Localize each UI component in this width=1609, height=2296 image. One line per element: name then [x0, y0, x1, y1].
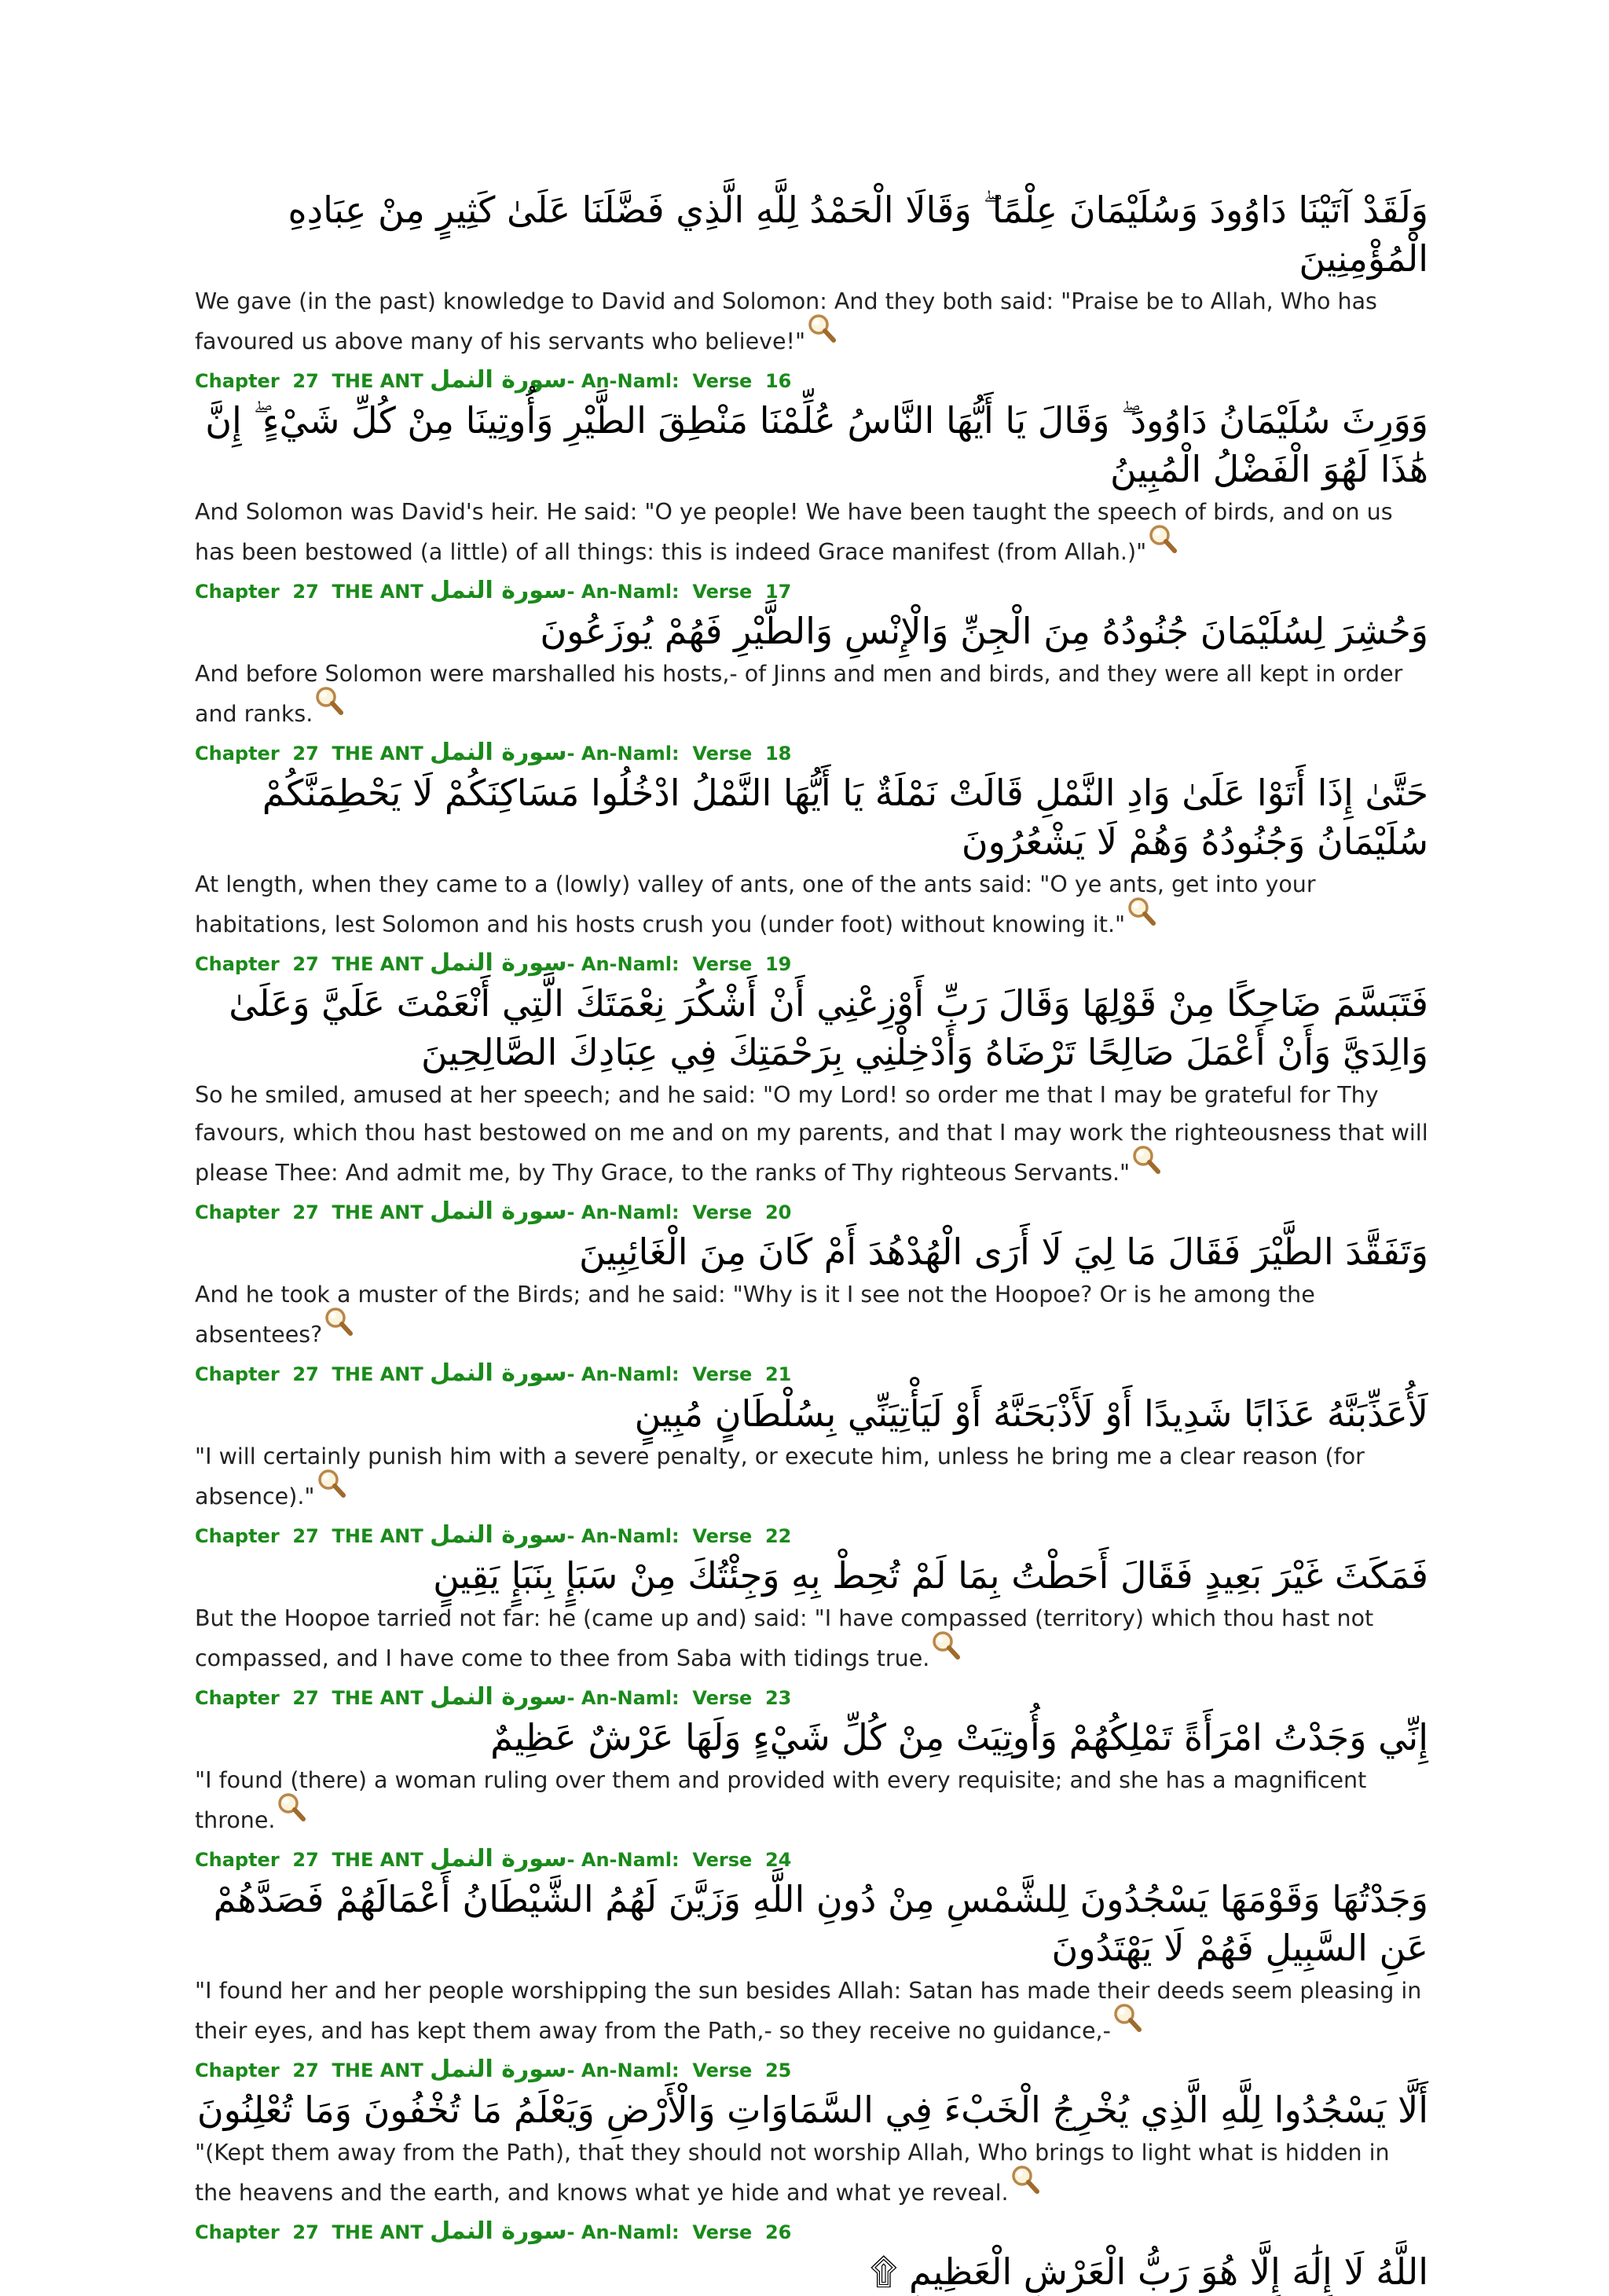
verse-label: Verse — [692, 953, 753, 975]
search-icon[interactable] — [277, 1799, 306, 1831]
translation-text — [195, 283, 1428, 361]
chapter-name-ar: سورة النمل — [430, 366, 567, 394]
chapter-name-translit: - An-Naml: — [566, 1201, 680, 1223]
arabic-text: وَوَرِثَ سُلَيْمَانُ دَاوُودَ ۖ وَقَالَ يَا أَيُّهَا النَّاسُ عُلِّمْنَا مَنْطِقَ الطَّيْرِ وَأُوتِينَا مِنْ كُلِّ شَيْءٍ ۖ إِنَّ هَٰذَا لَهُوَ الْفَضْلُ الْمُبِينُ — [205, 399, 1428, 490]
verse-header — [195, 1360, 1428, 1388]
chapter-name-translit: - An-Naml: — [566, 2221, 680, 2243]
translation-text — [195, 2134, 1428, 2212]
arabic-text: لَأُعَذِّبَنَّهُ عَذَابًا شَدِيدًا أَوْ لَأَذْبَحَنَّهُ أَوْ لَيَأْتِيَنِّي بِسُلْطَانٍ مُبِينٍ — [634, 1392, 1428, 1435]
arabic-text: إِنِّي وَجَدْتُ امْرَأَةً تَمْلِكُهُمْ وَأُوتِيَتْ مِنْ كُلِّ شَيْءٍ وَلَهَا عَرْشٌ عَظِيمٌ — [490, 1716, 1428, 1759]
translation-text — [195, 1972, 1428, 2050]
verse-label: Verse — [692, 1687, 753, 1709]
verse-label: Verse — [692, 1525, 753, 1547]
chapter-name-translit: - An-Naml: — [566, 1687, 680, 1709]
search-icon[interactable] — [324, 1314, 354, 1345]
verse-number: 19 — [764, 953, 792, 975]
chapter-name-translit: - An-Naml: — [566, 1363, 680, 1385]
verse-block — [195, 2056, 1428, 2212]
search-icon[interactable] — [1131, 1152, 1161, 1183]
chapter-name-ar: سورة النمل — [430, 577, 567, 604]
search-icon[interactable] — [1148, 531, 1178, 563]
chapter-name-translit: - An-Naml: — [566, 2059, 680, 2081]
chapter-name-en: THE ANT — [332, 1201, 423, 1223]
chapter-label: Chapter — [195, 1363, 280, 1385]
chapter-name-translit: - An-Naml: — [566, 1849, 680, 1871]
arabic-text: وَحُشِرَ لِسُلَيْمَانَ جُنُودُهُ مِنَ الْجِنِّ وَالْإِنْسِ وَالطَّيْرِ فَهُمْ يُوزَعُونَ — [540, 610, 1428, 652]
verse-label: Verse — [692, 2221, 753, 2243]
verse-block — [195, 367, 1428, 571]
arabic-text: وَجَدْتُهَا وَقَوْمَهَا يَسْجُدُونَ لِلشَّمْسِ مِنْ دُونِ اللَّهِ وَزَيَّنَ لَهُمُ الشَّيْطَانُ أَعْمَالَهُمْ فَصَدَّهُمْ عَنِ السَّبِيلِ فَهُمْ لَا يَهْتَدُونَ — [213, 1878, 1428, 1969]
chapter-name-translit: - An-Naml: — [566, 1525, 680, 1547]
verse-label: Verse — [692, 743, 753, 765]
verse-number: 18 — [764, 743, 792, 765]
arabic-text: فَتَبَسَّمَ ضَاحِكًا مِنْ قَوْلِهَا وَقَالَ رَبِّ أَوْزِعْنِي أَنْ أَشْكُرَ نِعْمَتَكَ الَّتِي أَنْعَمْتَ عَلَيَّ وَعَلَىٰ وَالِدَيَّ وَأَنْ أَعْمَلَ صَالِحًا تَرْضَاهُ وَأَدْخِلْنِي بِرَحْمَتِكَ فِي عِبَادِكَ الصَّالِحِينَ — [229, 982, 1428, 1073]
chapter-number: 27 — [292, 953, 319, 975]
translation-text — [195, 1438, 1428, 1516]
chapter-label: Chapter — [195, 370, 280, 392]
verse-block — [195, 185, 1428, 361]
chapter-name-ar: سورة النمل — [430, 2217, 567, 2245]
verse-label: Verse — [692, 1363, 753, 1385]
chapter-label: Chapter — [195, 1201, 280, 1223]
translation-body: At length, when they came to a (lowly) valley of ants, one of the ants said: "O ye ants, get into your habitations, lest Solomon and his hosts crush you (under foot) without knowing it." — [195, 871, 1316, 937]
chapter-name-ar: سورة النمل — [430, 1845, 567, 1872]
chapter-name-translit: - An-Naml: — [566, 953, 680, 975]
chapter-number: 27 — [292, 1687, 319, 1709]
verse-block — [195, 950, 1428, 1192]
verse-label: Verse — [692, 1201, 753, 1223]
chapter-name-translit: - An-Naml: — [566, 370, 680, 392]
translation-body: So he smiled, amused at her speech; and he said: "O my Lord! so order me that I may be grateful for Thy favours, which thou hast bestowed on me and on my parents, and that I may work the righteousness that will please Thee: And admit me, by Thy Grace, to the ranks of Thy righteous Servants." — [195, 1082, 1428, 1186]
chapter-name-translit: - An-Naml: — [566, 581, 680, 603]
verse-header — [195, 578, 1428, 605]
verse-header — [195, 367, 1428, 394]
translation-text — [195, 1600, 1428, 1678]
chapter-name-translit: - An-Naml: — [566, 743, 680, 765]
chapter-name-en: THE ANT — [332, 2221, 423, 2243]
chapter-name-en: THE ANT — [332, 953, 423, 975]
translation-body: We gave (in the past) knowledge to David and Solomon: And they both said: "Praise be to Allah, Who has favoured us above many of his servants who believe!" — [195, 288, 1377, 354]
chapter-number: 27 — [292, 1363, 319, 1385]
verse-number: 26 — [764, 2221, 792, 2243]
search-icon[interactable] — [1010, 2172, 1040, 2203]
chapter-number: 27 — [292, 1525, 319, 1547]
arabic-text: وَلَقَدْ آتَيْنَا دَاوُودَ وَسُلَيْمَانَ عِلْمًا ۖ وَقَالَا الْحَمْدُ لِلَّهِ الَّذِي فَضَّلَنَا عَلَىٰ كَثِيرٍ مِنْ عِبَادِهِ الْمُؤْمِنِينَ — [288, 189, 1428, 280]
chapter-name-ar: سورة النمل — [430, 2056, 567, 2083]
translation-body: And before Solomon were marshalled his hosts,- of Jinns and men and birds, and they were all kept in order and ranks. — [195, 661, 1403, 727]
verse-header — [195, 1846, 1428, 1873]
verse-number: 22 — [764, 1525, 792, 1547]
verse-number: 23 — [764, 1687, 792, 1709]
chapter-number: 27 — [292, 2059, 319, 2081]
chapter-name-en: THE ANT — [332, 1525, 423, 1547]
verse-label: Verse — [692, 370, 753, 392]
chapter-number: 27 — [292, 581, 319, 603]
chapter-label: Chapter — [195, 2059, 280, 2081]
search-icon[interactable] — [807, 321, 837, 352]
chapter-label: Chapter — [195, 2221, 280, 2243]
arabic-text: أَلَّا يَسْجُدُوا لِلَّهِ الَّذِي يُخْرِجُ الْخَبْءَ فِي السَّمَاوَاتِ وَالْأَرْضِ وَيَعْلَمُ مَا تُخْفُونَ وَمَا تُعْلِنُونَ — [196, 2089, 1428, 2131]
verse-label: Verse — [692, 1849, 753, 1871]
translation-body: "I found (there) a woman ruling over them and provided with every requisite; and she has a magnificent throne. — [195, 1767, 1367, 1833]
chapter-label: Chapter — [195, 953, 280, 975]
verse-number: 16 — [764, 370, 792, 392]
verse-header — [195, 2218, 1428, 2246]
arabic-text: اللَّهُ لَا إِلَٰهَ إِلَّا هُوَ رَبُّ الْعَرْشِ الْعَظِيمِ ۩ — [870, 2250, 1428, 2293]
chapter-name-en: THE ANT — [332, 370, 423, 392]
translation-text — [195, 1276, 1428, 1354]
translation-text — [195, 493, 1428, 571]
verse-number: 17 — [764, 581, 792, 603]
chapter-label: Chapter — [195, 1525, 280, 1547]
translation-body: But the Hoopoe tarried not far: he (came up and) said: "I have compassed (territory) which thou hast not compassed, and I have come to thee from Saba with tidings true. — [195, 1605, 1374, 1671]
verse-block — [195, 578, 1428, 733]
verse-block — [195, 1198, 1428, 1354]
translation-text — [195, 1076, 1428, 1192]
verse-header — [195, 1522, 1428, 1550]
search-icon[interactable] — [314, 693, 344, 724]
translation-text — [195, 655, 1428, 733]
translation-text — [195, 866, 1428, 944]
verse-header — [195, 1684, 1428, 1711]
chapter-label: Chapter — [195, 1687, 280, 1709]
verse-number: 20 — [764, 1201, 792, 1223]
chapter-name-en: THE ANT — [332, 1363, 423, 1385]
chapter-name-en: THE ANT — [332, 581, 423, 603]
verse-block — [195, 1684, 1428, 1839]
verse-block — [195, 739, 1428, 944]
chapter-number: 27 — [292, 743, 319, 765]
verse-block — [195, 1360, 1428, 1516]
verse-header — [195, 2056, 1428, 2084]
verse-block — [195, 1846, 1428, 2050]
chapter-name-en: THE ANT — [332, 2059, 423, 2081]
arabic-text: حَتَّىٰ إِذَا أَتَوْا عَلَىٰ وَادِ النَّمْلِ قَالَتْ نَمْلَةٌ يَا أَيُّهَا النَّمْلُ ادْخُلُوا مَسَاكِنَكُمْ لَا يَحْطِمَنَّكُمْ سُلَيْمَانُ وَجُنُودُهُ وَهُمْ لَا يَشْعُرُونَ — [262, 772, 1428, 863]
chapter-name-en: THE ANT — [332, 743, 423, 765]
translation-body: "I will certainly punish him with a severe penalty, or execute him, unless he bring me a clear reason (for absence)." — [195, 1443, 1365, 1509]
search-icon[interactable] — [1127, 904, 1156, 935]
chapter-number: 27 — [292, 1849, 319, 1871]
chapter-name-ar: سورة النمل — [430, 739, 567, 766]
verse-label: Verse — [692, 2059, 753, 2081]
translation-body: And Solomon was David's heir. He said: "O ye people! We have been taught the speech of birds, and on us has been bestowed (a little) of all things: this is indeed Grace manifest (from Allah.)" — [195, 499, 1393, 565]
arabic-text: فَمَكَثَ غَيْرَ بَعِيدٍ فَقَالَ أَحَطْتُ بِمَا لَمْ تُحِطْ بِهِ وَجِئْتُكَ مِنْ سَبَإٍ بِنَبَإٍ يَقِينٍ — [433, 1554, 1428, 1597]
arabic-text: وَتَفَقَّدَ الطَّيْرَ فَقَالَ مَا لِيَ لَا أَرَى الْهُدْهُدَ أَمْ كَانَ مِنَ الْغَائِبِينَ — [578, 1231, 1428, 1273]
translation-body: And he took a muster of the Birds; and he said: "Why is it I see not the Hoopoe? Or is he among the absentees? — [195, 1282, 1315, 1348]
verse-number: 24 — [764, 1849, 792, 1871]
chapter-name-ar: سورة النمل — [430, 1198, 567, 1225]
verse-number: 25 — [764, 2059, 792, 2081]
translation-text — [195, 1762, 1428, 1839]
translation-body: "I found her and her people worshipping the sun besides Allah: Satan has made their deeds seem pleasing in their eyes, and has kept them away from the Path,- so they receive no guidance,- — [195, 1978, 1422, 2044]
chapter-name-ar: سورة النمل — [430, 1521, 567, 1549]
verse-block — [195, 1522, 1428, 1678]
chapter-number: 27 — [292, 1201, 319, 1223]
chapter-name-en: THE ANT — [332, 1687, 423, 1709]
chapter-name-ar: سورة النمل — [430, 1683, 567, 1711]
chapter-label: Chapter — [195, 581, 280, 603]
chapter-number: 27 — [292, 2221, 319, 2243]
verse-header — [195, 1198, 1428, 1226]
chapter-label: Chapter — [195, 1849, 280, 1871]
quran-page — [195, 185, 1428, 2296]
verse-number: 21 — [764, 1363, 792, 1385]
chapter-name-en: THE ANT — [332, 1849, 423, 1871]
search-icon[interactable] — [317, 1476, 346, 1507]
chapter-name-ar: سورة النمل — [430, 949, 567, 977]
verse-block — [195, 2218, 1428, 2296]
chapter-number: 27 — [292, 370, 319, 392]
chapter-label: Chapter — [195, 743, 280, 765]
chapter-name-ar: سورة النمل — [430, 1359, 567, 1387]
search-icon[interactable] — [931, 1638, 961, 1669]
verse-header — [195, 739, 1428, 767]
verse-label: Verse — [692, 581, 753, 603]
search-icon[interactable] — [1112, 2010, 1142, 2041]
translation-body: "(Kept them away from the Path), that they should not worship Allah, Who brings to light what is hidden in the heavens and the earth, and knows what ye hide and what ye reveal. — [195, 2140, 1390, 2206]
verse-header — [195, 950, 1428, 977]
